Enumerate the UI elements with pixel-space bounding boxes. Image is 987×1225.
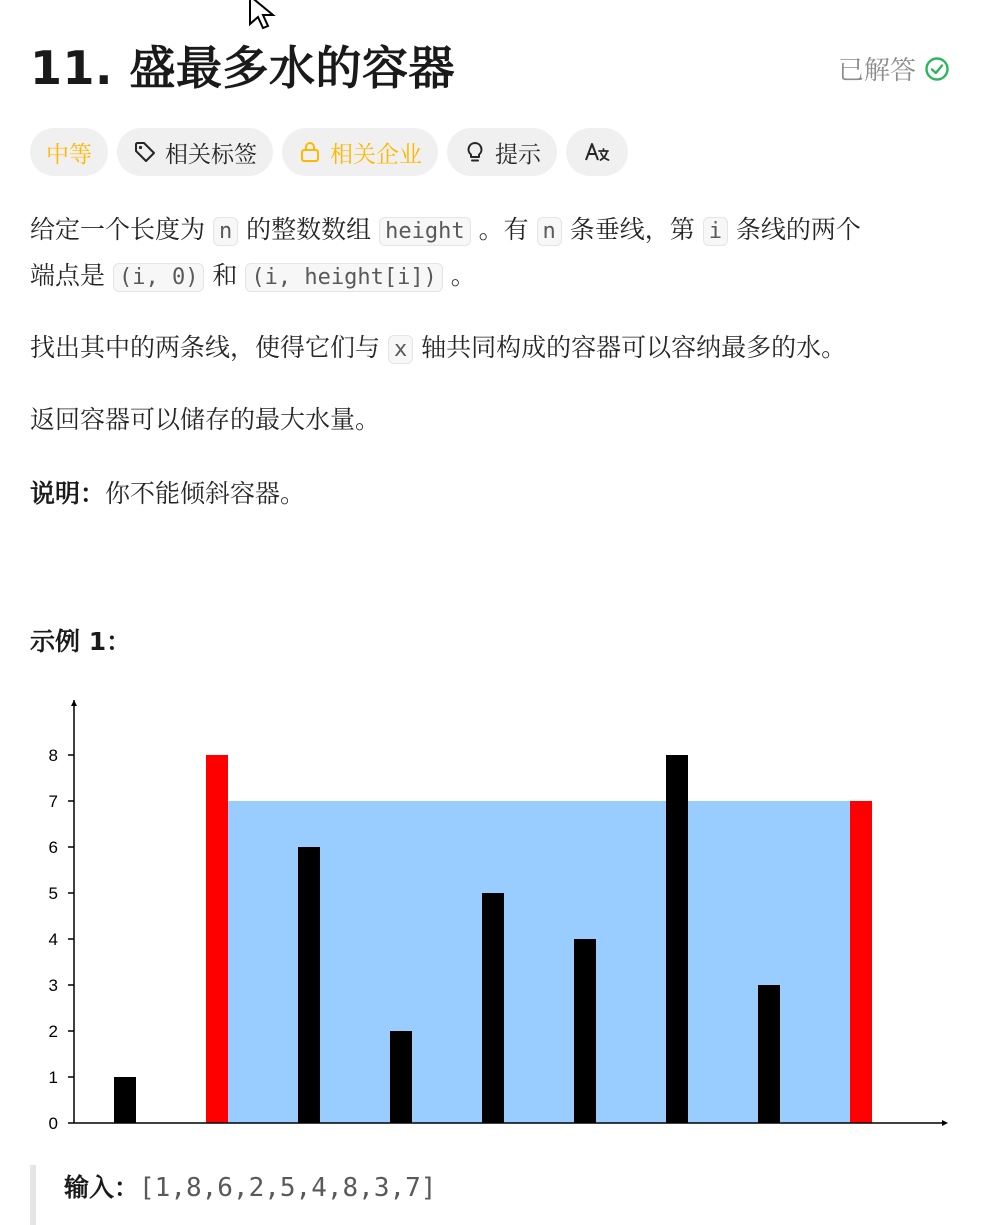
- y-axis-arrow: [71, 700, 77, 706]
- inline-code: i: [703, 217, 728, 246]
- inline-code: n: [213, 217, 238, 246]
- y-tick-label: 3: [48, 976, 58, 995]
- difficulty-label: 中等: [46, 141, 92, 168]
- text: 找出其中的两条线，使得它们与: [30, 333, 381, 362]
- chart-bar: [850, 801, 872, 1123]
- chart-bar: [758, 985, 780, 1123]
- related-tags-button[interactable]: [117, 128, 273, 176]
- lock-icon: [298, 140, 322, 164]
- related-companies-label: 相关企业: [330, 141, 422, 168]
- solved-status: [838, 50, 950, 87]
- text: 。: [450, 261, 476, 290]
- description-paragraph-3: 返回容器可以储存的最大水量。: [30, 405, 381, 434]
- lightbulb-icon: [463, 140, 487, 164]
- text: 给定一个长度为: [30, 215, 206, 244]
- inline-code: n: [537, 217, 562, 246]
- note-paragraph: [30, 472, 305, 516]
- chart-bar: [390, 1031, 412, 1123]
- mouse-cursor-icon: [248, 0, 288, 34]
- y-tick-label: 2: [48, 1022, 58, 1041]
- difficulty-badge[interactable]: [30, 128, 108, 176]
- note-text: 你不能倾斜容器。: [105, 479, 306, 508]
- y-tick-label: 5: [48, 884, 58, 903]
- translate-button[interactable]: [566, 128, 628, 176]
- input-label: 输入：: [64, 1173, 140, 1202]
- text: 条线的两个: [735, 215, 861, 244]
- chart-bar: [666, 755, 688, 1123]
- tag-bar: [30, 128, 628, 176]
- description-paragraph-1: [30, 208, 861, 300]
- y-tick-label: 4: [48, 930, 58, 949]
- related-tags-label: 相关标签: [165, 141, 257, 168]
- y-tick-label: 1: [48, 1068, 58, 1087]
- problem-title: 11. 盛最多水的容器: [30, 41, 456, 95]
- related-companies-button[interactable]: [282, 128, 438, 176]
- hint-label: 提示: [495, 141, 541, 168]
- x-axis-arrow: [942, 1120, 948, 1126]
- text: 轴共同构成的容器可以容纳最多的水。: [421, 333, 847, 362]
- tag-icon: [133, 140, 157, 164]
- translate-icon: [584, 140, 610, 164]
- hint-button[interactable]: [447, 128, 557, 176]
- example-chart: [30, 690, 950, 1140]
- example-block-bar: [30, 1165, 36, 1225]
- chart-bar: [298, 847, 320, 1123]
- text: 条垂线，第: [569, 215, 695, 244]
- check-circle-icon: [924, 56, 950, 82]
- solved-label: 已解答: [837, 56, 916, 86]
- chart-bar: [574, 939, 596, 1123]
- y-tick-label: 8: [48, 746, 58, 765]
- y-tick-label: 6: [48, 838, 58, 857]
- water-area: [228, 801, 850, 1123]
- inline-code: (i, 0): [113, 263, 204, 292]
- inline-code: height: [379, 217, 470, 246]
- text: 端点是: [30, 261, 106, 290]
- text: 的整数数组: [246, 215, 372, 244]
- description-paragraph-2: [30, 326, 846, 372]
- y-tick-label: 7: [48, 792, 58, 811]
- text: 和: [212, 261, 238, 290]
- example-input-line: [64, 1166, 436, 1210]
- y-tick-label: 0: [48, 1114, 58, 1133]
- inline-code: (i, height[i]): [245, 263, 442, 292]
- text: 。有: [478, 215, 529, 244]
- chart-bar: [206, 755, 228, 1123]
- title-row: [30, 36, 950, 100]
- chart-bar: [482, 893, 504, 1123]
- inline-code: x: [388, 335, 413, 364]
- example-heading: 示例 1：: [30, 627, 132, 656]
- note-label: 说明：: [30, 479, 106, 508]
- chart-bar: [114, 1077, 136, 1123]
- input-value: [1,8,6,2,5,4,8,3,7]: [139, 1173, 437, 1203]
